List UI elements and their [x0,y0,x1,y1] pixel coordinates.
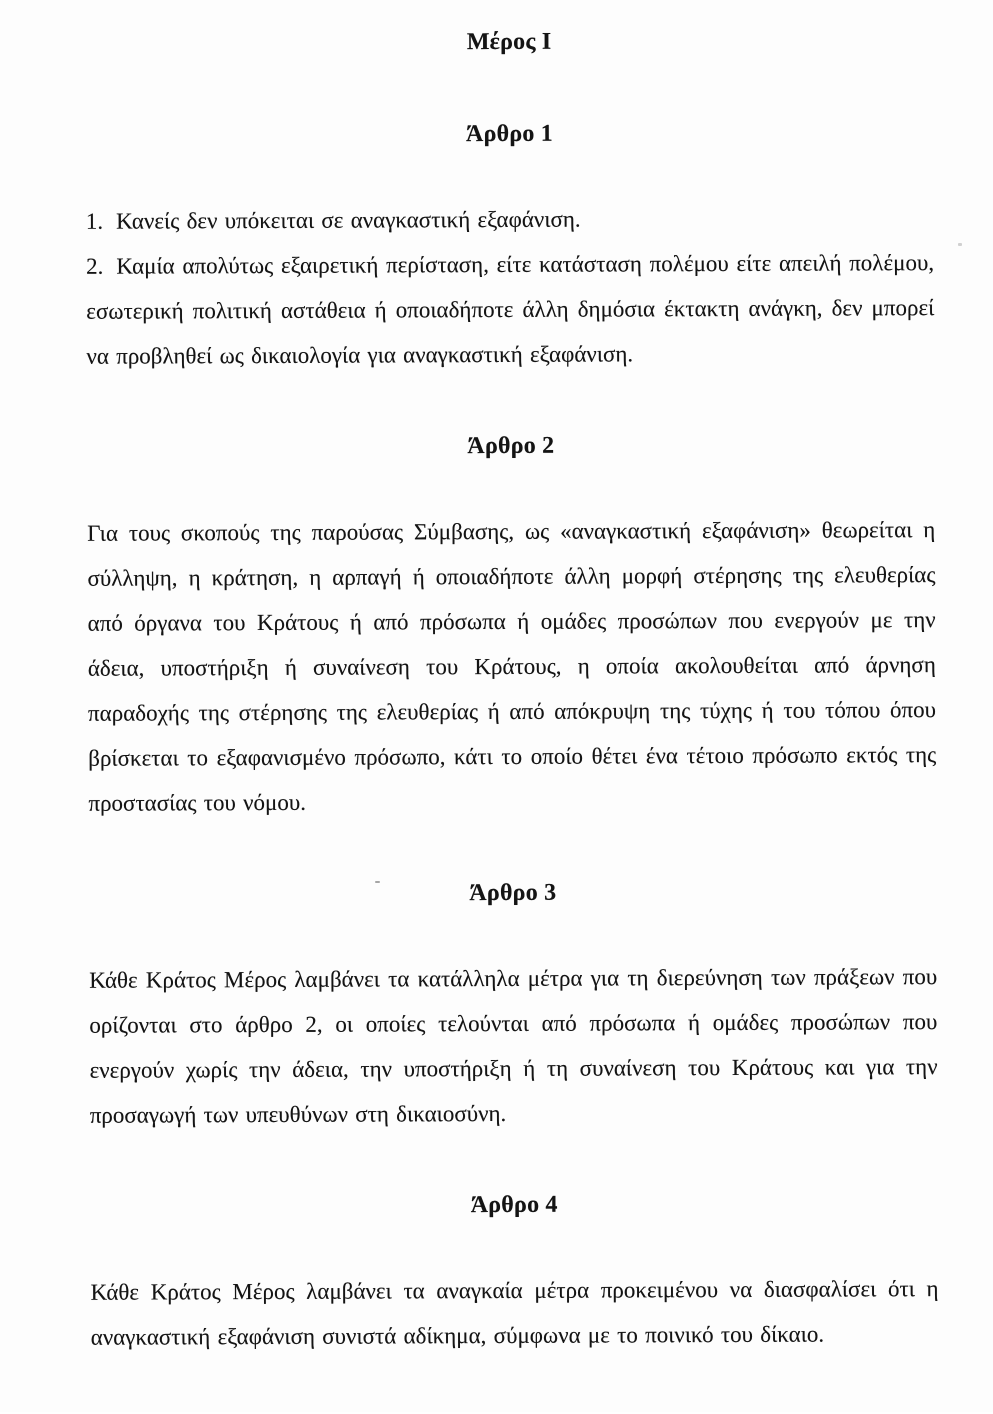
article-1-body [86,195,935,379]
article-4-body [90,1266,938,1360]
article-2-body [87,507,936,826]
scan-noise-speck [375,881,380,883]
article-2-paragraph: Για τους σκοπούς της παρούσας Σύμβασης, ως «αναγκαστική εξαφάνιση» θεωρείται η σύλληψη, η κράτηση, η αρπαγή ή οποιαδήποτε άλλη μορφή στέρησης της ελευθερίας από όργανα του Κράτους ή από πρόσωπα ή ομάδες προσώπων που ενεργούν με την άδεια, υποστήριξη ή συναίνεση του Κράτους, η οποία ακολουθείται από άρνηση παραδοχής της στέρησης της ελευθερίας ή από απόκρυψη της τύχης ή του τόπου όπου βρίσκεται το εξαφανισμένο πρόσωπο, κάτι το οποίο θέτει ένα τέτοιο πρόσωπο εκτός της προστασίας του νόμου. [87,517,937,816]
article-3-body [89,954,938,1138]
article-1-item-2 [86,240,935,379]
item-2-number: 2. [86,253,104,279]
article-1-item-1 [86,195,934,244]
article-4-heading: Άρθρο 4 [470,1191,558,1219]
item-2-text: Καμία απολύτως εξαιρετική περίσταση, είτε κατάσταση πολέμου είτε απειλή πολέμου, εσωτερική πολιτική αστάθεια ή οποιαδήποτε άλλη δημόσια έκτακτη ανάγκη, δεν μπορεί να προβληθεί ως δικαιολογία για αναγκαστική εξαφάνιση. [86,250,935,369]
scan-noise-speck [958,243,962,246]
article-1-heading: Άρθρο 1 [465,120,554,148]
item-1-text: Κανείς δεν υπόκειται σε αναγκαστική εξαφάνιση. [116,206,581,234]
article-2-heading: Άρθρο 2 [467,432,555,460]
article-3-heading: Άρθρο 3 [469,879,557,907]
article-4-paragraph: Κάθε Κράτος Μέρος λαμβάνει τα αναγκαία μέτρα προκειμένου να διασφαλίσει ότι η αναγκαστική εξαφάνιση συνιστά αδίκημα, σύμφωνα με το ποινικό του δίκαιο. [90,1276,939,1350]
part-heading: Μέρος Ι [466,28,552,56]
article-3-paragraph: Κάθε Κράτος Μέρος λαμβάνει τα κατάλληλα μέτρα για τη διερεύνηση των πράξεων που ορίζονται στο άρθρο 2, οι οποίες τελούνται από πρόσωπα ή ομάδες προσώπων που ενεργούν χωρίς την άδεια, την υποστήριξη ή τη συναίνεση του Κράτους και για την προσαγωγή των υπευθύνων στη δικαιοσύνη. [89,964,938,1128]
item-1-number: 1. [85,208,104,234]
